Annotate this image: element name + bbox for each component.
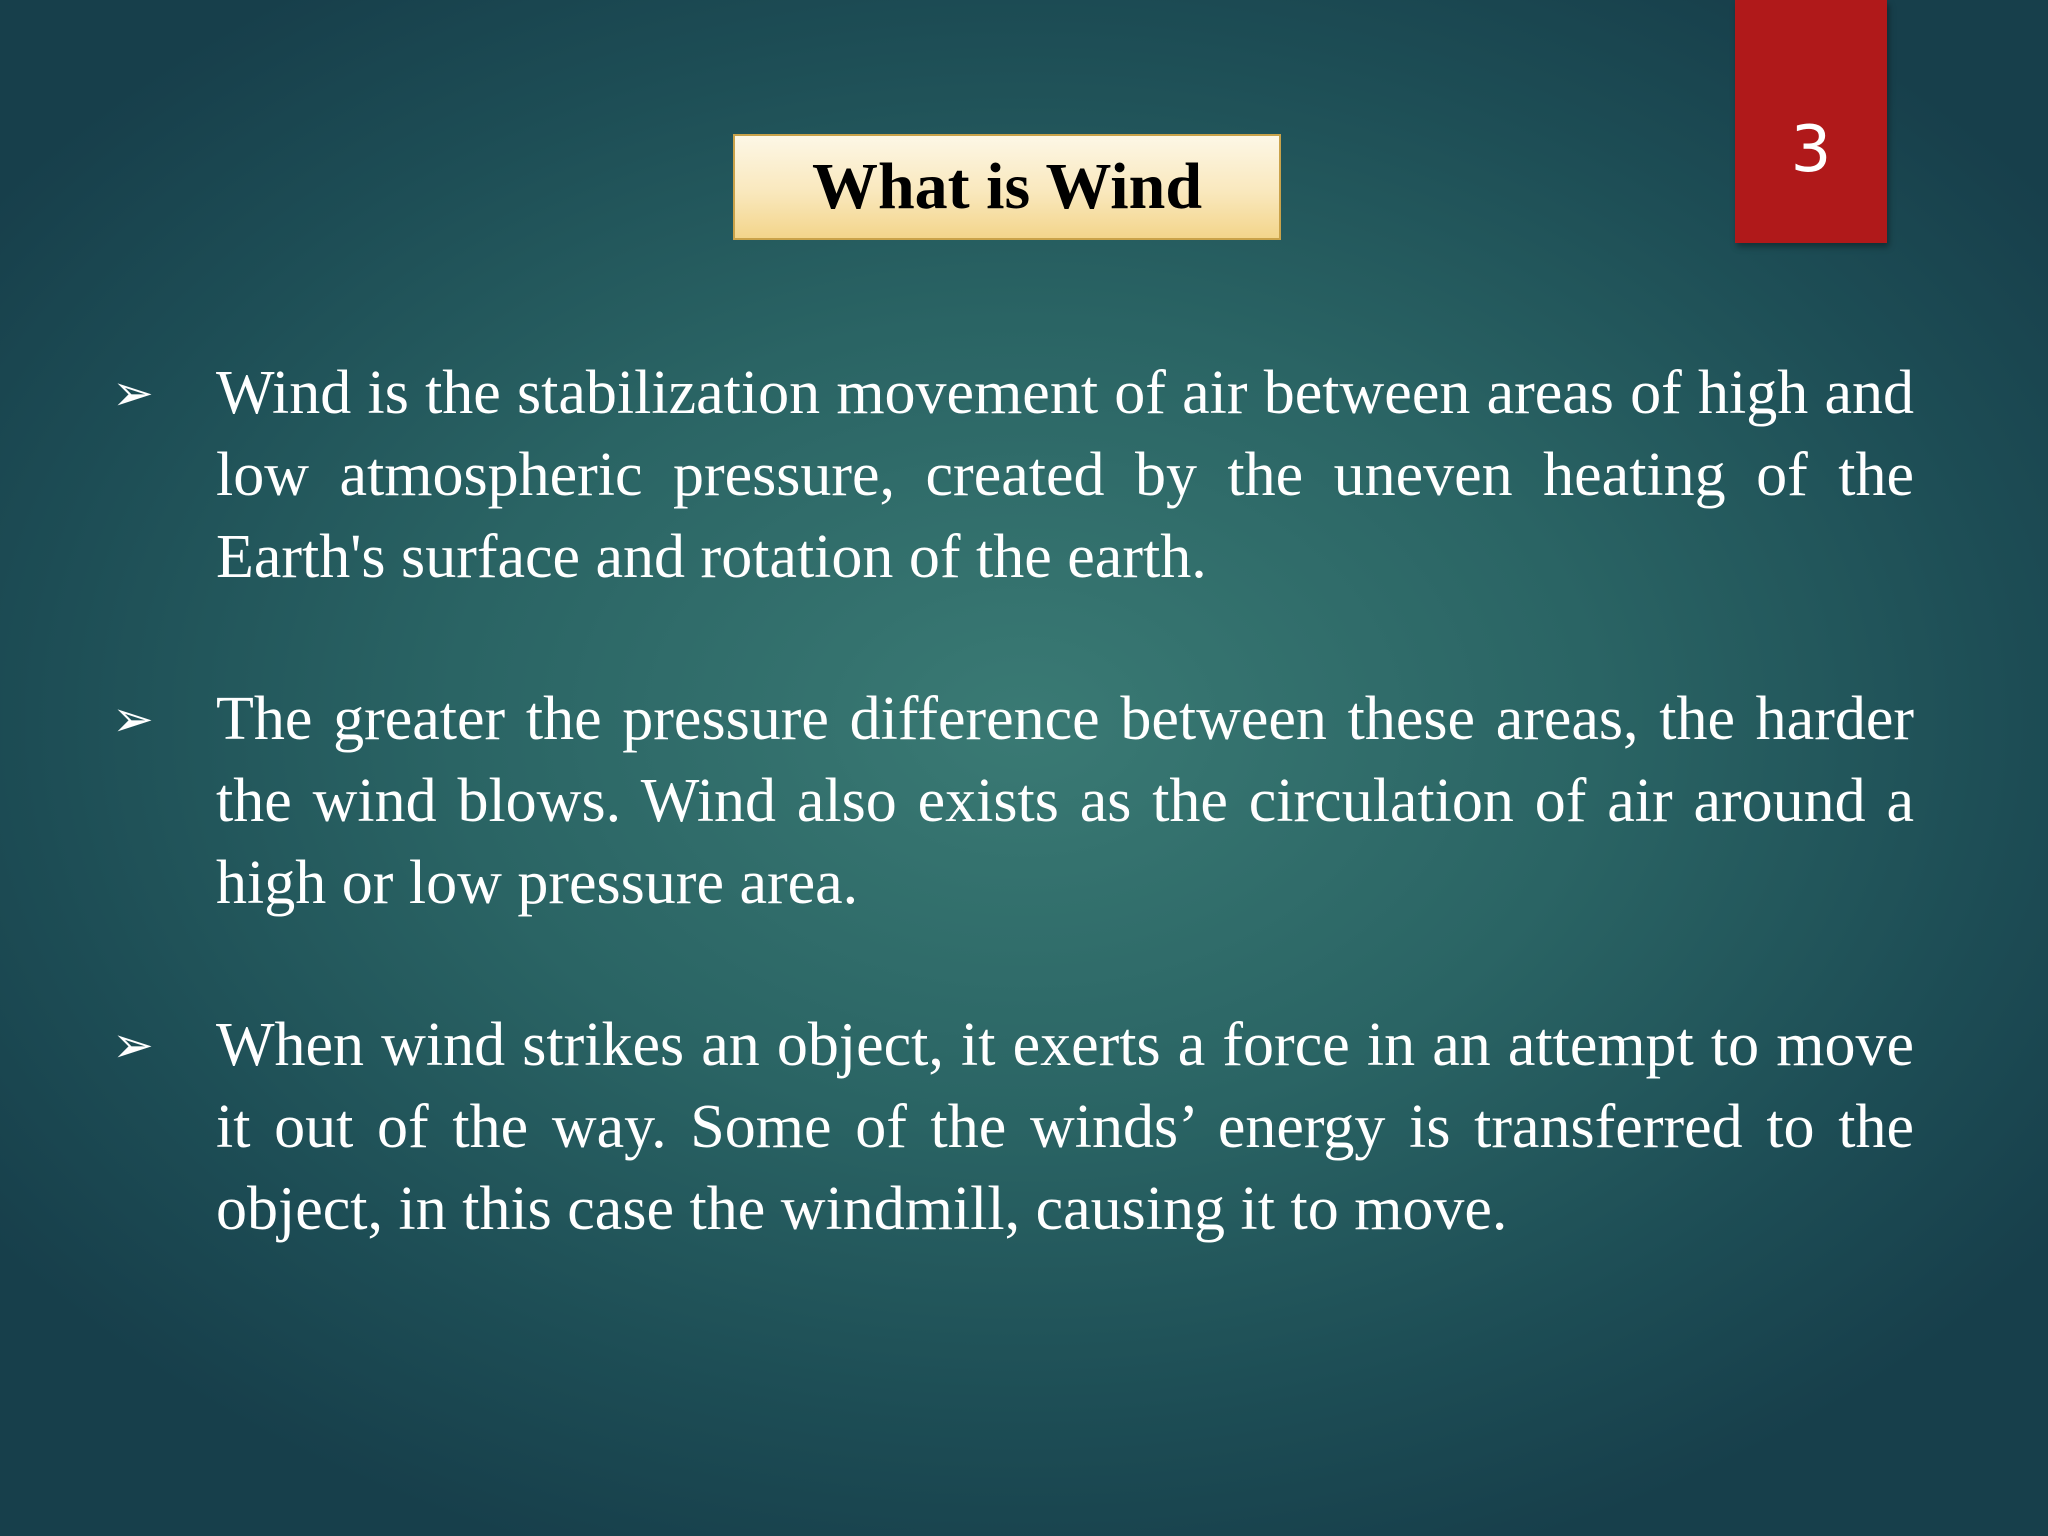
bullet-item [108, 1004, 1914, 1250]
title-box [733, 134, 1281, 240]
arrowhead-bullet-icon: ➢ [112, 1016, 154, 1074]
bullet-list [108, 352, 1914, 1330]
bullet-text: Wind is the stabilization movement of air between areas of high and low atmospheric pressure, created by the uneven heating of the Earth's surface and rotation of the earth. [216, 359, 1914, 591]
bullet-text: When wind strikes an object, it exerts a force in an attempt to move it out of the way. Some of the winds’ energy is transferred to the object, in this case the windmill, causing it to move. [216, 1011, 1914, 1243]
bullet-text: The greater the pressure difference between these areas, the harder the wind blows. Wind also exists as the circulation of air around a high or low pressure area. [216, 685, 1914, 917]
slide-title: What is Wind [811, 150, 1203, 223]
arrowhead-bullet-icon: ➢ [112, 690, 154, 748]
bullet-item [108, 352, 1914, 598]
page-number: 3 [1790, 113, 1832, 187]
bullet-item [108, 678, 1914, 924]
page-number-badge [1735, 0, 1887, 243]
arrowhead-bullet-icon: ➢ [112, 364, 154, 422]
